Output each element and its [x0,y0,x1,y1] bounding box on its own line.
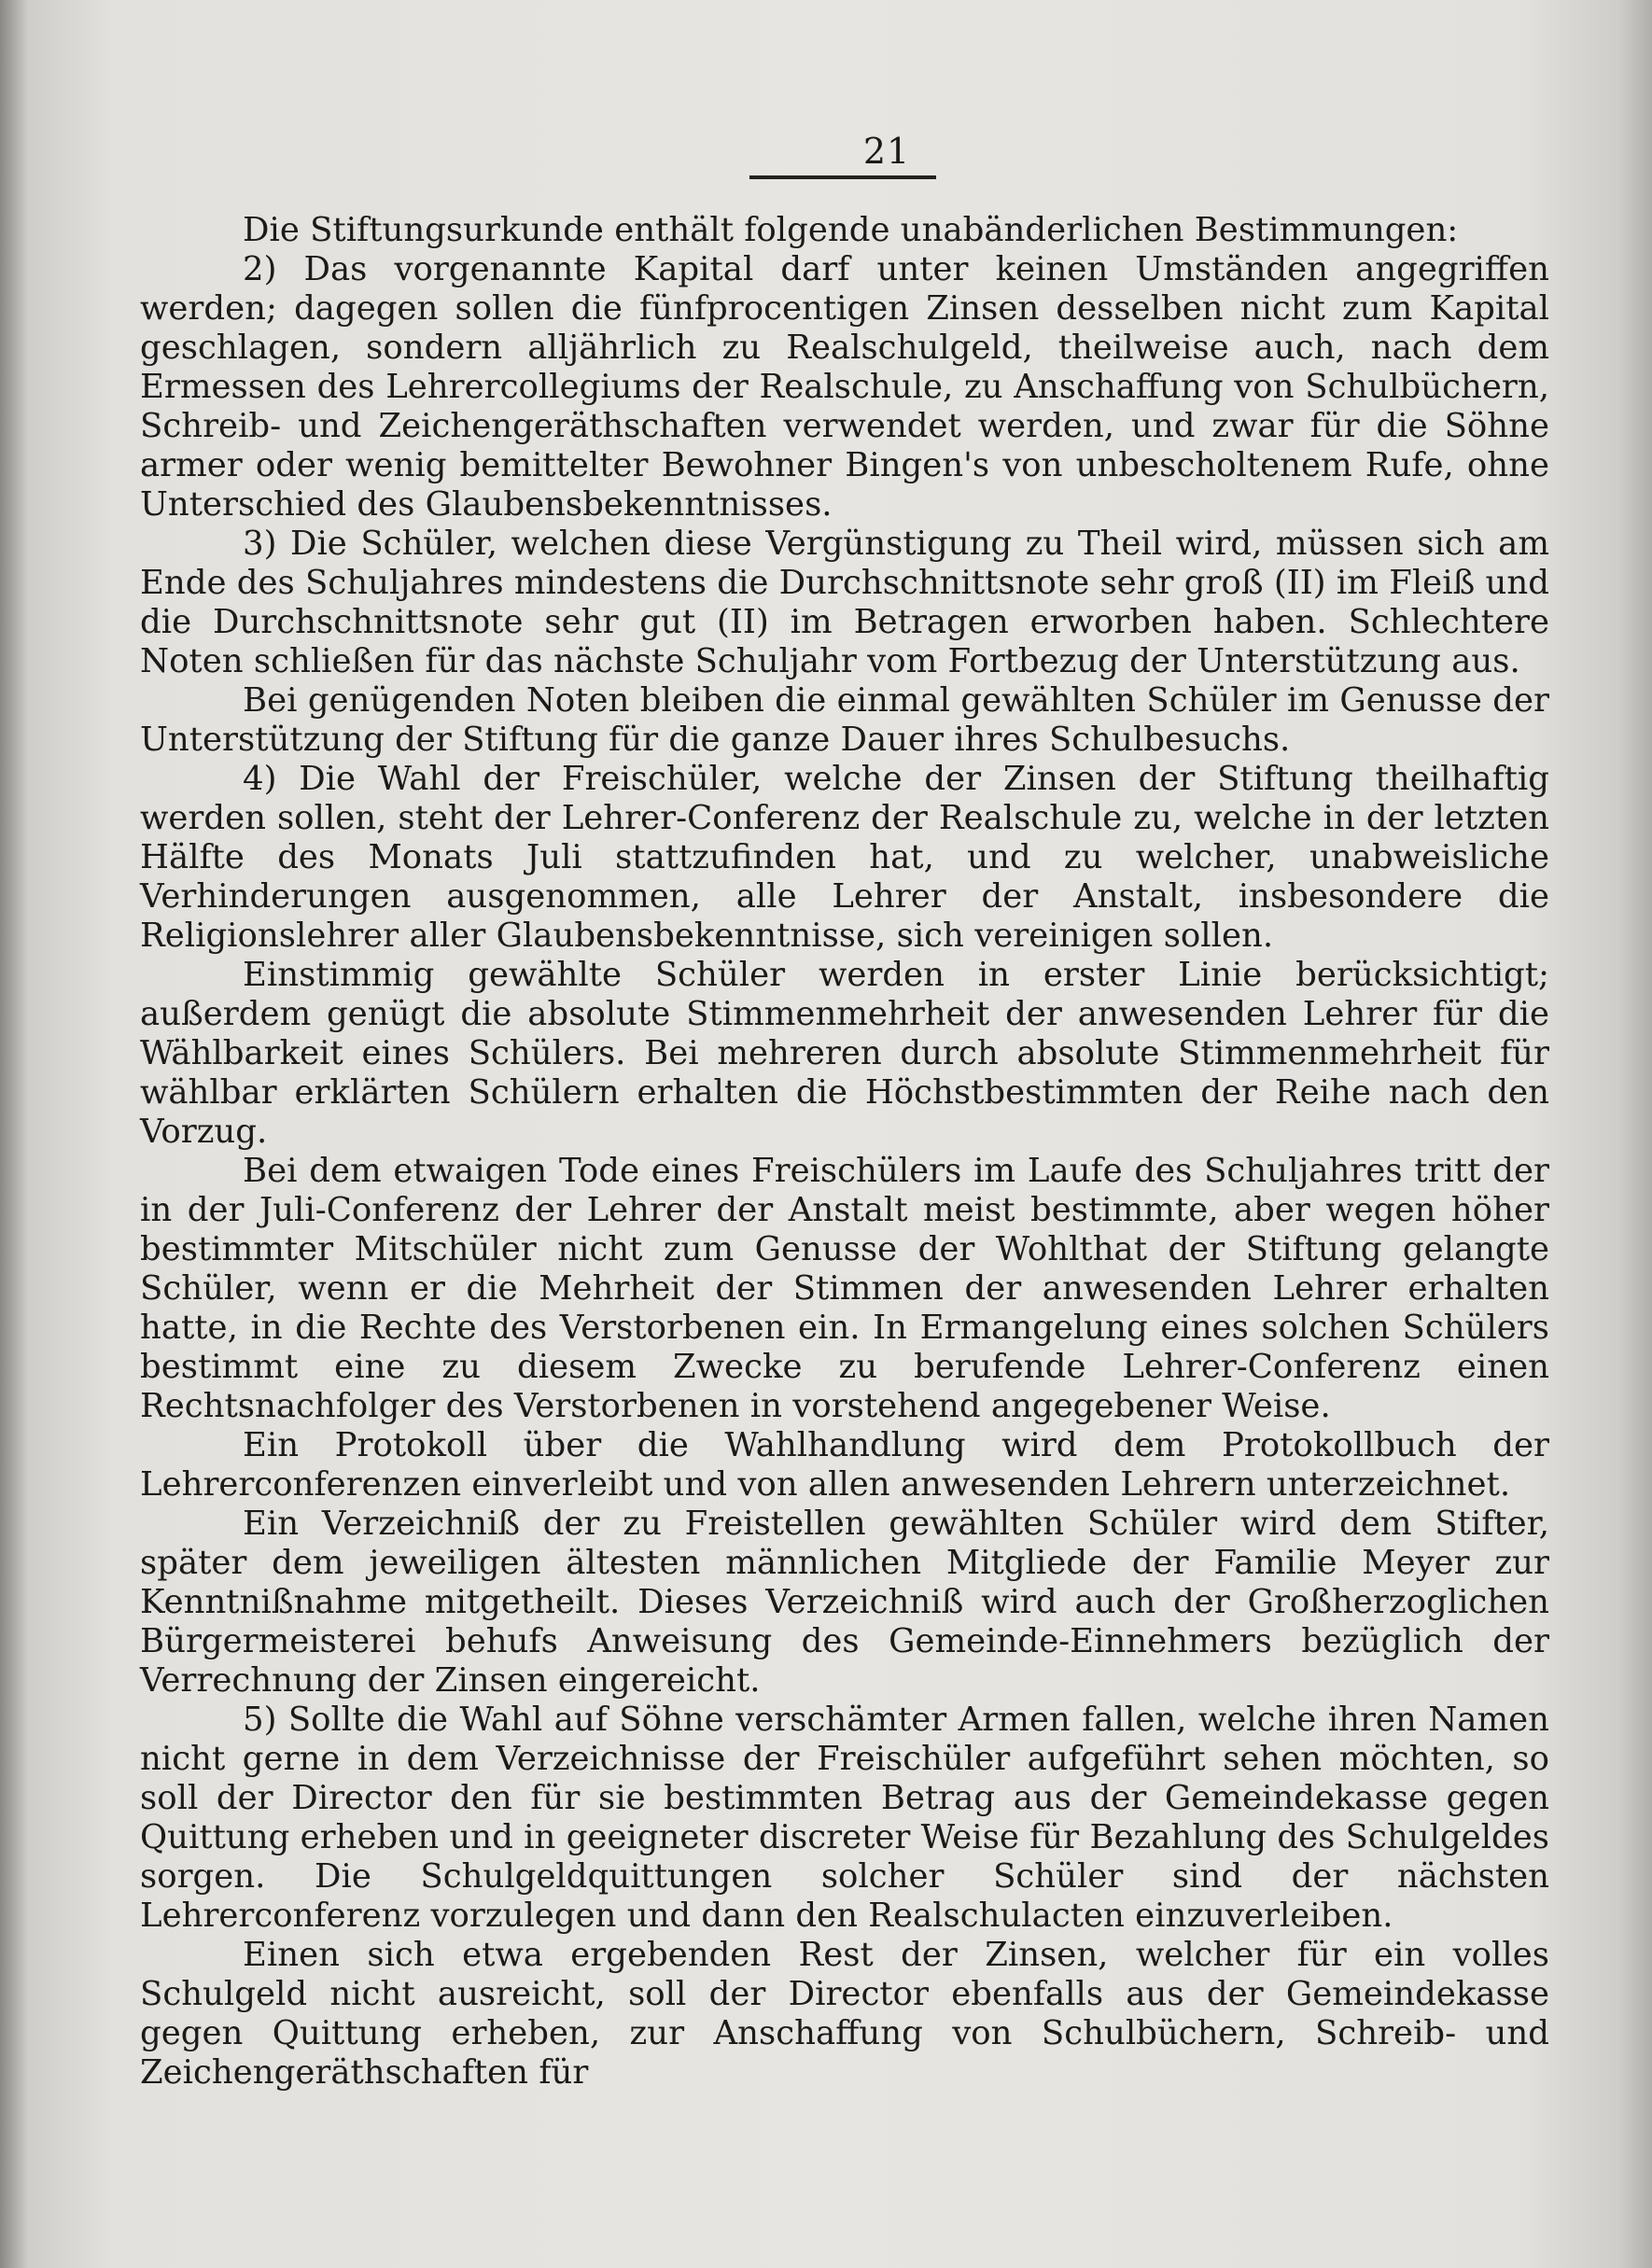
paragraph-section-4-protocol: Ein Protokoll über die Wahlhandlung wird dem Protokollbuch der Lehrerconferenzen einverleibt und von allen anwesenden Lehrern unterzeichnet. [140,1426,1549,1504]
paragraph-intro: Die Stiftungsurkunde enthält folgende unabänderlichen Bestimmungen: [243,211,1459,249]
paragraph-section-5-rest: Einen sich etwa ergebenden Rest der Zinsen, welcher für ein volles Schulgeld nicht ausreicht, soll der Director ebenfalls aus der Gemeindekasse gegen Quittung erheben, zur Anschaffung von Schulbüchern, Schreib- und Zeichengeräthschaften für [140,1936,1549,2092]
paragraph-section-4: 4) Die Wahl der Freischüler, welche der Zinsen der Stiftung theilhaftig werden sollen, steht der Lehrer-Conferenz der Realschule zu, welche in der letzten Hälfte des Monats Juli stattzufinden hat, und zu welcher, unabweisliche Verhinderungen ausgenommen, alle Lehrer der Anstalt, insbesondere die Religionslehrer aller Glaubensbekenntnisse, sich vereinigen sollen. [140,760,1549,955]
paragraph-section-3-cont: Bei genügenden Noten bleiben die einmal gewählten Schüler im Genusse der Unterstützung der Stiftung für die ganze Dauer ihres Schulbesuchs. [140,681,1549,759]
paragraph-section-4-election: Einstimmig gewählte Schüler werden in erster Linie berücksichtigt; außerdem genügt die absolute Stimmenmehrheit der anwesenden Lehrer für die Wählbarkeit eines Schülers. Bei mehreren durch absolute Stimmenmehrheit für wählbar erklärten Schülern erhalten die Höchstbestimmten der Reihe nach den Vorzug. [140,956,1549,1151]
paragraph-section-4-death: Bei dem etwaigen Tode eines Freischülers im Laufe des Schuljahres tritt der in der Juli-Conferenz der Lehrer der Anstalt meist bestimmte, aber wegen höher bestimmter Mitschüler nicht zum Genusse der Wohlthat der Stiftung gelangte Schüler, wenn er die Mehrheit der Stimmen der anwesenden Lehrer erhalten hatte, in die Rechte des Verstorbenen ein. In Ermangelung eines solchen Schülers bestimmt eine zu diesem Zwecke zu berufende Lehrer-Conferenz einen Rechtsnachfolger des Verstorbenen in vorstehend angegebener Weise. [140,1152,1549,1425]
paragraph-section-5: 5) Sollte die Wahl auf Söhne verschämter Armen fallen, welche ihren Namen nicht gerne in dem Verzeichnisse der Freischüler aufgeführt sehen möchten, so soll der Director den für sie bestimmten Betrag aus der Gemeindekasse gegen Quittung erheben und in geeigneter discreter Weise für Bezahlung des Schulgeldes sorgen. Die Schulgeldquittungen solcher Schüler sind der nächsten Lehrerconferenz vorzulegen und dann den Realschulacten einzuverleiben. [140,1701,1549,1935]
header-rule [749,175,936,179]
paragraph-section-4-list: Ein Verzeichniß der zu Freistellen gewählten Schüler wird dem Stifter, später dem jeweiligen ältesten männlichen Mitgliede der Familie Meyer zur Kenntnißnahme mitgetheilt. Dieses Verzeichniß wird auch der Großherzoglichen Bürgermeisterei behufs Anweisung des Gemeinde-Einnehmers bezüglich der Verrechnung der Zinsen eingereicht. [140,1505,1549,1700]
paragraph-section-2: 2) Das vorgenannte Kapital darf unter keinen Umständen angegriffen werden; dagegen sollen die fünfprocentigen Zinsen desselben nicht zum Kapital geschlagen, sondern alljährlich zu Realschulgeld, theilweise auch, nach dem Ermessen des Lehrercollegiums der Realschule, zu Anschaffung von Schulbüchern, Schreib- und Zeichengeräthschaften verwendet werden, und zwar für die Söhne armer oder wenig bemittelter Bewohner Bingen's von unbescholtenem Rufe, ohne Unterschied des Glaubensbekenntnisses. [140,250,1549,524]
page-number: 21 [862,131,911,172]
body-text [140,211,1549,2093]
paragraph-section-3: 3) Die Schüler, welchen diese Vergünstigung zu Theil wird, müssen sich am Ende des Schuljahres mindestens die Durchschnittsnote sehr groß (II) im Fleiß und die Durchschnittsnote sehr gut (II) im Betragen erworben haben. Schlechtere Noten schließen für das nächste Schuljahr vom Fortbezug der Unterstützung aus. [140,525,1549,680]
